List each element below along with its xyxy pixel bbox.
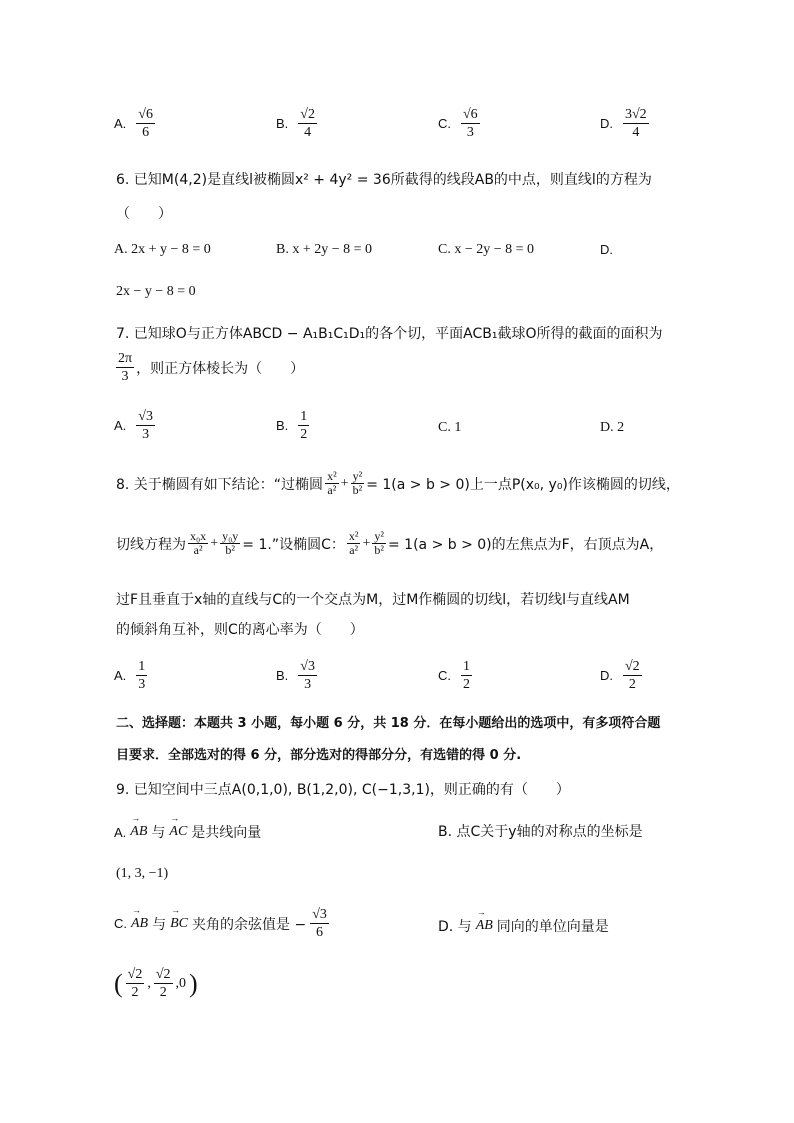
q8-option-a[interactable] (114, 658, 147, 693)
q6-answer-blank: （ ） (116, 206, 172, 222)
tail: ,0 (175, 975, 187, 991)
fraction: $\frac{2\pi}{3}$ (118, 351, 133, 384)
option-label: C. (438, 116, 451, 131)
fraction: $\frac{\text{y₀y}}{\text{b²}}$ (222, 529, 239, 557)
fraction: $\frac{3√2}{4}$ (625, 107, 647, 140)
q8-text: = 1.”设椭圆C： (242, 536, 345, 553)
option-label: C. (438, 668, 451, 683)
q6-option-d-text: 2x − y − 8 = 0 (116, 284, 196, 299)
section-2-heading: 二、选择题：本题共 3 小题，每小题 6 分，共 18 分．在每小题给出的选项中，有多项符合题 (116, 716, 661, 731)
q9-option-c[interactable] (114, 906, 329, 941)
q8-text: 8. 关于椭圆有如下结论：“过椭圆 (116, 476, 324, 493)
q9-text: D. 与 (438, 919, 472, 935)
option-label: B. (276, 668, 289, 683)
fraction: $\frac{1}{2}$ (300, 409, 308, 442)
q9-option-a[interactable] (114, 822, 261, 842)
option-label: B. (276, 418, 289, 433)
q6-option-c[interactable]: C. x − 2y − 8 = 0 (438, 242, 535, 257)
q7-stem-line2 (116, 350, 304, 385)
fraction: $\frac{√3}{3}$ (138, 409, 153, 442)
fraction: $\frac{√3}{3}$ (300, 659, 315, 692)
q8-text: 切线方程为 (116, 536, 186, 553)
q5-option-b[interactable] (276, 106, 317, 141)
q5-option-a[interactable] (114, 106, 155, 141)
q8-stem-line2 (116, 530, 663, 557)
q8-stem-line1 (116, 470, 680, 497)
option-label: A. (114, 824, 127, 840)
q6-stem: 6. 已知M(4,2)是直线l被椭圆x² + 4y² = 36所截得的线段AB的中点，则直线l的方程为 (116, 172, 652, 188)
option-label: D. (600, 116, 613, 131)
fraction: $\frac{√2}{2}$ (127, 967, 143, 1000)
q7-option-d[interactable]: D. 2 (600, 420, 625, 435)
q8-stem-line4: 的倾斜角互补，则C的离心率为（ ） (116, 622, 364, 638)
q9-option-d-cont (114, 966, 198, 1001)
fraction: $\frac{\text{y²}}{\text{b²}}$ (352, 469, 363, 497)
q6-option-a[interactable]: A. 2x + y − 8 = 0 (114, 242, 211, 257)
plus-sign: + (362, 535, 371, 551)
plus-sign: + (210, 535, 219, 551)
option-label: B. (276, 116, 289, 131)
q6-option-b[interactable]: B. x + 2y − 8 = 0 (276, 242, 373, 257)
q9-option-b-cont: (1, 3, −1) (116, 866, 169, 881)
vector-ac: → AC (169, 824, 187, 840)
q7-option-b[interactable] (276, 408, 309, 443)
option-label: C. (114, 916, 127, 931)
fraction: $\frac{1}{3}$ (138, 659, 146, 692)
q8-stem-line3: 过F且垂直于x轴的直线与C的一个交点为M，过M作椭圆的切线l，若切线l与直线AM (116, 592, 630, 608)
fraction: $\frac{√2}{2}$ (155, 967, 171, 1000)
vector-ab: → AB (130, 824, 147, 840)
vector-bc: → BC (170, 916, 188, 932)
left-paren: ( (114, 968, 123, 998)
q9-text: 同向的单位向量是 (496, 919, 609, 935)
q5-option-d[interactable] (600, 106, 649, 141)
fraction: $\frac{√3}{6}$ (312, 907, 327, 940)
q9-text: 与 (152, 916, 167, 933)
option-label: D. (600, 668, 613, 683)
q8-option-d[interactable] (600, 658, 642, 693)
plus-sign: + (340, 475, 349, 491)
q9-text: 与 (151, 825, 166, 841)
fraction: $\frac{√2}{4}$ (300, 107, 315, 140)
q8-text: = 1(a > b > 0)的左焦点为F，右顶点为A， (387, 536, 664, 553)
option-label: A. (114, 116, 127, 131)
q6-option-d-label[interactable]: D. (600, 242, 613, 257)
q8-text: = 1(a > b > 0)上一点P(x₀, y₀)作该椭圆的切线， (366, 476, 680, 493)
q9-stem: 9. 已知空间中三点A(0,1,0), B(1,2,0), C(−1,3,1)，则正确的有（ ） (116, 782, 570, 798)
q9-text: 夹角的余弦值是 − (192, 916, 307, 933)
q8-option-b[interactable] (276, 658, 317, 693)
option-label: A. (114, 418, 127, 433)
fraction: $\frac{√2}{2}$ (625, 659, 640, 692)
section-2-heading-cont: 目要求．全部选对的得 6 分，部分选对的得部分分，有选错的得 0 分. (116, 748, 522, 763)
fraction: $\frac{√6}{6}$ (138, 107, 153, 140)
fraction: $\frac{\text{x²}}{\text{a²}}$ (327, 469, 337, 497)
vector-ab: → AB (476, 918, 493, 934)
option-label: A. (114, 668, 127, 683)
q9-text: 是共线向量 (191, 825, 262, 841)
q7-option-c[interactable]: C. 1 (438, 420, 462, 435)
q7-stem: 7. 已知球O与正方体ABCD − A₁B₁C₁D₁的各个切，平面ACB₁截球O所得的截面的面积为 (116, 326, 663, 342)
q9-option-d[interactable] (438, 916, 609, 936)
q7-stem-rest: ，则正方体棱长为（ ） (136, 360, 305, 377)
q7-option-a[interactable] (114, 408, 155, 443)
fraction: $\frac{\text{y²}}{\text{b²}}$ (374, 529, 384, 557)
right-paren: ) (189, 968, 198, 998)
fraction: $\frac{√6}{3}$ (463, 107, 478, 140)
fraction: $\frac{\text{x₀x}}{\text{a²}}$ (190, 529, 207, 557)
comma: , (147, 975, 151, 991)
vector-ab: → AB (131, 916, 148, 932)
fraction: $\frac{\text{x²}}{\text{a²}}$ (348, 529, 359, 557)
fraction: $\frac{1}{2}$ (463, 659, 470, 692)
q5-option-c[interactable] (438, 106, 480, 141)
q9-option-b[interactable]: B. 点C关于y轴的对称点的坐标是 (438, 824, 643, 840)
q8-option-c[interactable] (438, 658, 472, 693)
